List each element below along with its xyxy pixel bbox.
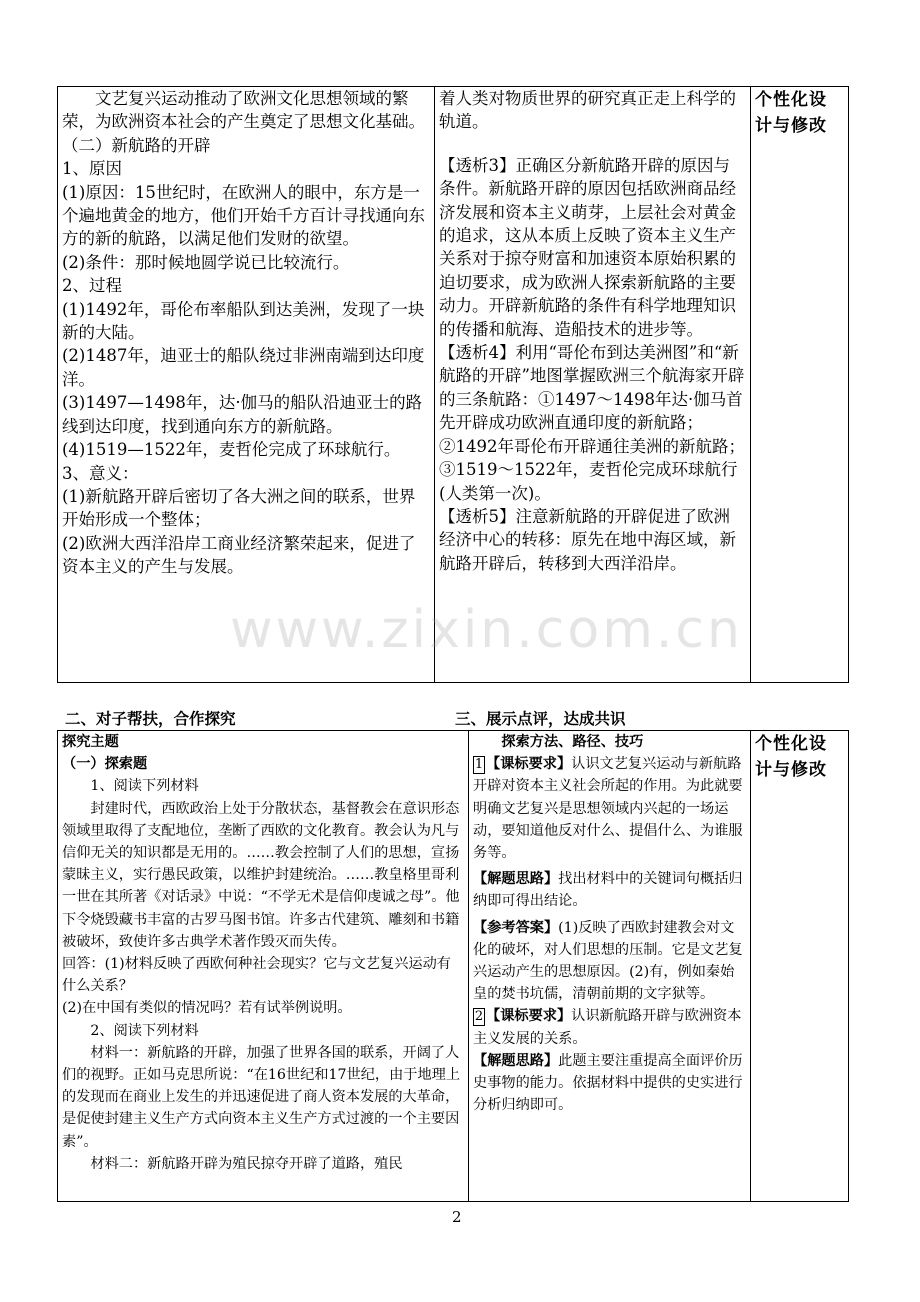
analysis-continuation: 着人类对物质世界的研究真正走上科学的轨道。 [439, 89, 736, 132]
analysis-3: 【透析3】正确区分新航路开辟的原因与条件。新航路开辟的原因包括欧洲商品经济发展和资本主义萌芽，上层社会对黄金的追求，这从本质上反映了资本主义生产关系对于掠夺财富和加速资本原始积累的迫切要求，成为欧洲人探索新航路的主要动力。开辟新航路的条件有科学地理知识的传播和航海、造船技术的进步等。 [439, 155, 736, 339]
meaning-item-1: (1)新航路开辟后密切了各大洲之间的联系，世界开始形成一个整体； [62, 486, 416, 530]
requirement-1 [473, 753, 746, 864]
solution-idea-2: 【解题思路】此题主要注重提高全面评价历史事物的能力。依据材料中提供的史实进行分析归纳即可。 [473, 1052, 743, 1114]
requirement-1-text: 【课标要求】认识文艺复兴运动与新航路开辟对资本主义社会所起的作用。为此就要明确文艺复兴是思想领域内兴起的一场运动，要知道他反对什么、提倡什么、为谁服务等。 [473, 756, 743, 862]
exploration-column [58, 731, 469, 1202]
cause-heading: 1、原因 [62, 159, 122, 179]
question-1-part-1: 回答：(1)材料反映了西欧何种社会现实？它与文艺复兴运动有什么关系？ [62, 956, 451, 995]
label-tag: 【解题思路】 [473, 1052, 559, 1069]
requirement-2 [473, 1005, 746, 1049]
cause-item-1: (1)原因：15世纪时，在欧洲人的眼中，东方是一个遍地黄金的地方，他们开始千方百计寻找通向东方的新的航路，以满足他们发财的欲望。 [62, 182, 425, 249]
material-two: 材料二：新航路开辟为殖民掠夺开辟了道路，殖民 [90, 1155, 403, 1172]
number-box-2: 2 [474, 1009, 484, 1025]
analysis-5: 【透析5】注意新航路的开辟促进了欧洲经济中心的转移：原先在地中海区域，新航路开辟后，转移到大西洋沿岸。 [439, 506, 736, 573]
meaning-heading: 3、意义： [62, 463, 139, 483]
upper-table [57, 86, 849, 683]
exploration-subtitle: （一）探索题 [62, 756, 148, 773]
process-heading: 2、过程 [62, 276, 122, 296]
analysis-4: 【透析4】利用“哥伦布到达美洲图”和“新航路的开辟”地图掌握欧洲三个航海家开辟的三条航路：①1497～1498年达·伽马首先开辟成功欧洲直通印度的新航路；②1492年哥伦布开辟通往美洲的新航路；③1519～1522年，麦哲伦完成环球航行(人类第一次)。 [439, 343, 745, 503]
lower-table [57, 730, 849, 1202]
method-header: 探索方法、路径、技巧 [501, 734, 644, 750]
content-column [58, 87, 435, 683]
method-column [469, 731, 751, 1202]
cause-item-2: (2)条件：那时候地圆学说已比较流行。 [62, 252, 350, 272]
question-1-part-2: (2)在中国有类似的情况吗？若有试举例说明。 [62, 1000, 352, 1017]
process-item-3: (3)1497—1498年，达·伽马的船队沿迪亚士的路线到达印度，找到通向东方的新航路。 [62, 393, 423, 436]
meaning-item-2: (2)欧洲大西洋沿岸工商业经济繁荣起来，促进了资本主义的产生与发展。 [62, 533, 416, 577]
material-one: 材料一：新航路的开辟，加强了世界各国的联系，开阔了人们的视野。正如马克思所说：“在16世纪和17世纪，由于地理上的发现而在商业上发生的并迅速促进了商人资本发展的大革命，是促使封建主义生产方式向资本主义生产方式过渡的一个主要因素”。 [62, 1044, 461, 1150]
process-item-2: (2)1487年，迪亚士的船队绕过非洲南端到达印度洋。 [62, 346, 425, 389]
label-tag: 【参考答案】 [473, 919, 559, 936]
solution-idea-1: 【解题思路】找出材料中的关键词句概括归纳即可得出结论。 [473, 871, 743, 910]
question-2-intro: 2、阅读下列材料 [90, 1022, 199, 1039]
label-tag: 【课标要求】 [486, 1008, 572, 1025]
process-item-1: (1)1492年，哥伦布率船队到达美洲，发现了一块新的大陆。 [62, 299, 425, 343]
requirement-2-text: 【课标要求】认识新航路开辟与欧洲资本主义发展的关系。 [473, 1008, 742, 1047]
section-heading-presentation: 三、展示点评，达成共识 [455, 709, 626, 728]
process-item-4: (4)1519—1522年，麦哲伦完成了环球航行。 [62, 440, 401, 460]
question-1-intro: 1、阅读下列材料 [90, 778, 199, 795]
label-tag: 【解题思路】 [473, 871, 559, 888]
reference-answer: 【参考答案】(1)反映了西欧封建教会对文化的破坏，对人们思想的压制。它是文艺复兴运动产生的思想原因。(2)有，例如秦始皇的焚书坑儒，清朝前期的文字狱等。 [473, 919, 743, 1003]
watermark: www.zixin.com.cn [230, 600, 743, 660]
personalized-design-label-2: 个性化设计与修改 [751, 731, 849, 1202]
personalized-design-label: 个性化设计与修改 [751, 87, 849, 683]
label-tag: 【课标要求】 [486, 756, 572, 773]
exploration-theme: 探究主题 [62, 734, 119, 750]
page-number: 2 [452, 1208, 462, 1226]
analysis-column [435, 87, 751, 683]
renaissance-conclusion: 文艺复兴运动推动了欧洲文化思想领域的繁荣，为欧洲资本社会的产生奠定了思想文化基础。 [62, 89, 425, 132]
section-heading-cooperation: 二、对子帮扶，合作探究 [65, 709, 236, 728]
number-box-1: 1 [474, 757, 484, 773]
section-title: （二）新航路的开辟 [62, 135, 211, 155]
material-church: 封建时代，西欧政治上处于分散状态，基督教会在意识形态领域里取得了支配地位，垄断了西欧的文化教育。教会认为凡与信仰无关的知识都是无用的。……教会控制了人们的思想，宣扬蒙昧主义，实行愚民政策，以维护封建统治。……教皇格里哥利一世在其所著《对话录》中说：“不学无术是信仰虔诚之母”。他下令烧毁藏书丰富的古罗马图书馆。许多古代建筑、雕刻和书籍被破坏，致使许多古典学术著作毁灭而失传。 [62, 800, 460, 950]
